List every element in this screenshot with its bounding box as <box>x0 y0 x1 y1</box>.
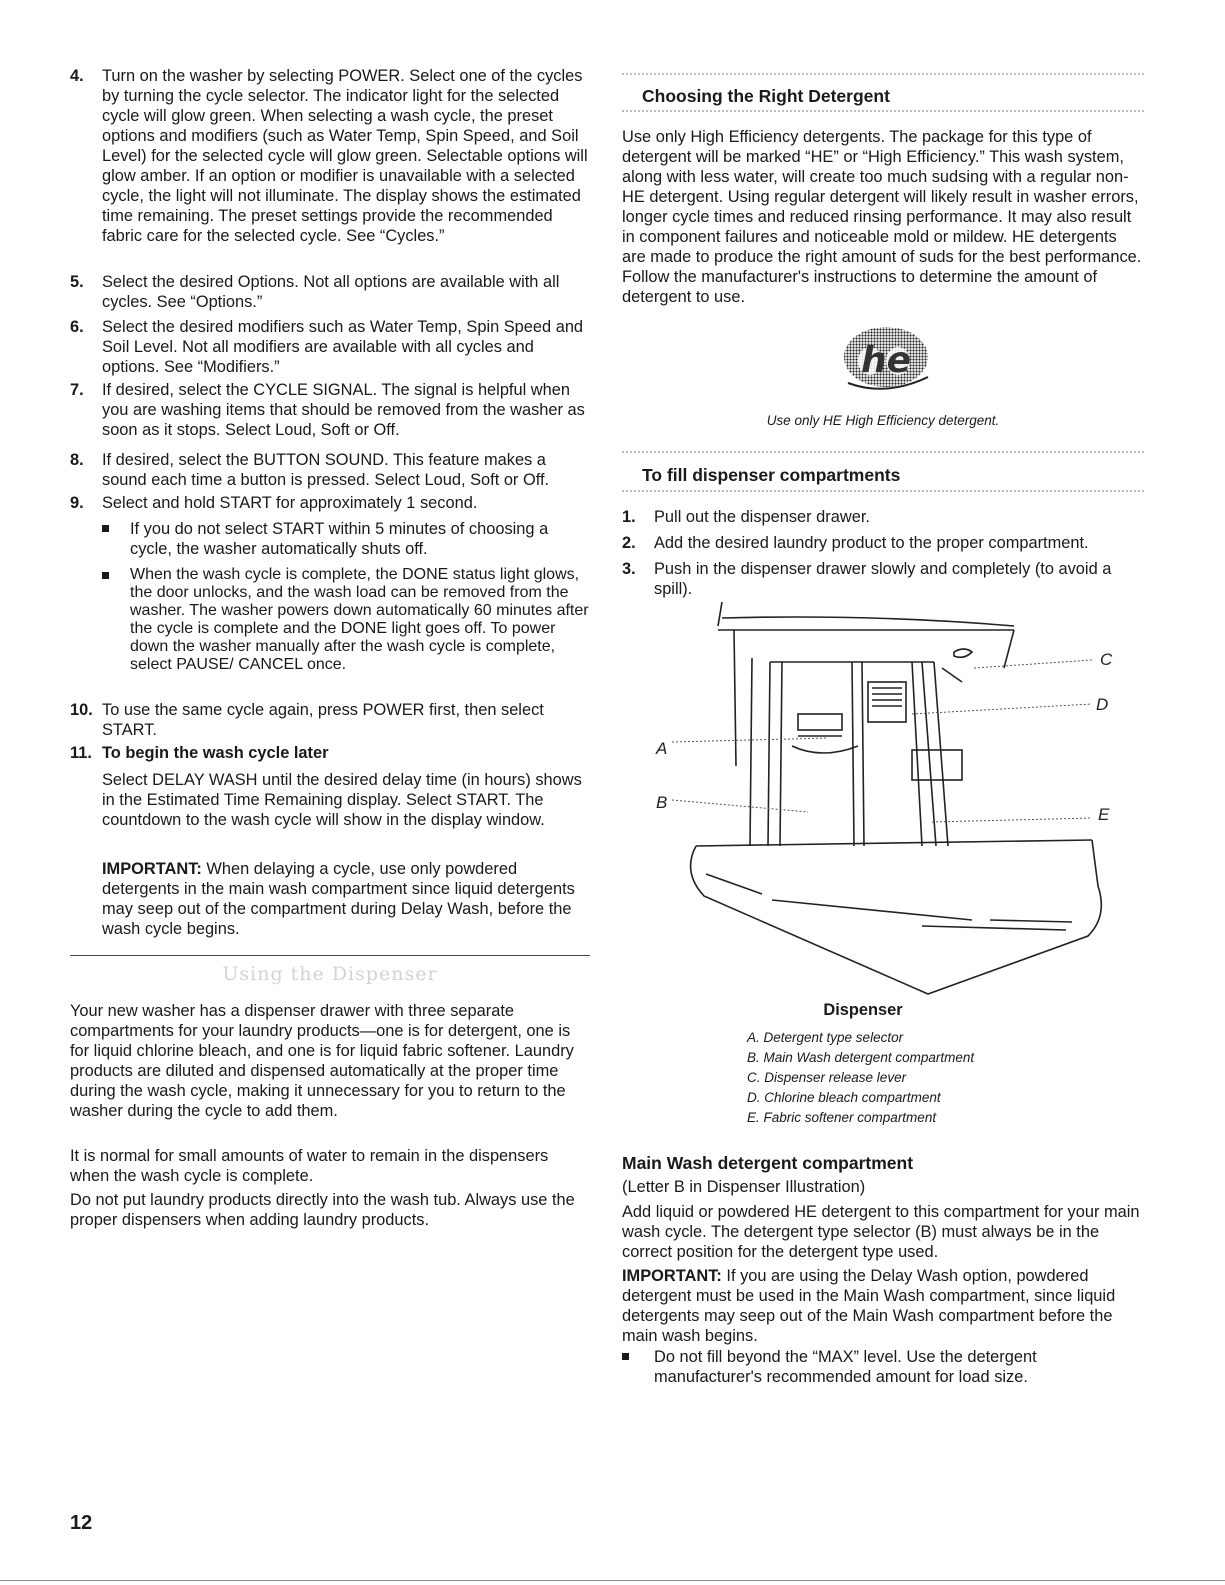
step-text: Select the desired modifiers such as Water Temp, Spin Speed and Soil Level. Not all modifiers are available with all cycles and options. See “Modifiers.” <box>102 318 584 376</box>
paragraph: Do not put laundry products directly into the wash tub. Always use the proper dispensers when adding laundry products. <box>70 1191 575 1229</box>
important-text: When delaying a cycle, use only powdered detergents in the main wash compartment since liquid detergents may seep out of the compartment during Delay Wash, before the wash cycle begins. <box>102 860 575 938</box>
step-number: 4. <box>70 67 84 85</box>
section-divider <box>70 955 590 956</box>
fill-heading: To fill dispenser compartments <box>642 465 901 485</box>
paragraph: Your new washer has a dispenser drawer with three separate compartments for your laundry products—one is for detergent, one is for liquid chlorine bleach, and one is for liquid fabric softener. Laundry products are diluted and dispensed automatically at the proper time during the wash cycle, making it unnecessary for you to return to the washer during the cycle to add them. <box>70 1002 574 1120</box>
svg-text:he: he <box>860 340 912 381</box>
bullet-text: Do not fill beyond the “MAX” level. Use the detergent manufacturer's recommended amount for load size. <box>654 1348 1037 1386</box>
step-text: Add the desired laundry product to the proper compartment. <box>654 534 1089 552</box>
dispenser-diagram <box>622 596 1144 1006</box>
legend-item: A. Detergent type selector <box>747 1030 904 1045</box>
main-wash-text: Add liquid or powdered HE detergent to this compartment for your main wash cycle. The detergent type selector (B) must always be in the correct position for the detergent type used. <box>622 1203 1140 1261</box>
bottom-rule <box>0 1580 1225 1581</box>
important-label: IMPORTANT: <box>102 860 202 878</box>
he-caption: Use only HE High Efficiency detergent. <box>766 413 1000 428</box>
label-a: A <box>656 739 668 758</box>
detergent-text: Use only High Efficiency detergents. The package for this type of detergent will be marked “HE” or “High Efficiency.” This wash system, along with less water, will create too much sudsing with a regular non-HE detergent. Using regular detergent will likely result in washer errors, longer cycle times and reduced rinsing performance. It may also result in component failures and noticeable mold or mildew. HE detergents are made to produce the right amount of suds for the best performance. Follow the manufacturer's instructions to determine the amount of detergent to use. <box>622 128 1142 306</box>
step-number: 7. <box>70 381 84 399</box>
label-e: E <box>1098 805 1110 824</box>
bullet-square <box>102 525 109 532</box>
step-number: 2. <box>622 534 636 552</box>
step-text: Select and hold START for approximately 1 second. <box>102 494 478 512</box>
legend-item: B. Main Wash detergent compartment <box>747 1050 975 1065</box>
step-number: 1. <box>622 508 636 526</box>
bullet-square <box>102 572 109 579</box>
diagram-title: Dispenser <box>823 1001 903 1019</box>
step-11-important <box>102 859 590 939</box>
dotted-rule <box>622 490 1144 492</box>
diagram-legend <box>747 1028 974 1128</box>
he-logo-icon <box>840 325 932 395</box>
main-wash-important <box>622 1266 1144 1346</box>
important-text: If you are using the Delay Wash option, powdered detergent must be used in the Main Wash compartment, since liquid detergents may seep out of the Main Wash compartment before the main wash begins. <box>622 1267 1116 1345</box>
important-label: IMPORTANT: <box>622 1267 722 1285</box>
step-number: 11. <box>70 744 92 762</box>
legend-item: E. Fabric softener compartment <box>747 1110 937 1125</box>
step-text: Pull out the dispenser drawer. <box>654 508 870 526</box>
step-number: 6. <box>70 318 84 336</box>
label-d: D <box>1096 695 1109 714</box>
section-title: Using the Dispenser <box>222 963 438 985</box>
dotted-rule <box>622 73 1144 75</box>
step-number: 5. <box>70 273 84 291</box>
step-text: To use the same cycle again, press POWER first, then select START. <box>102 701 544 739</box>
main-wash-subheading: (Letter B in Dispenser Illustration) <box>622 1178 866 1196</box>
main-wash-heading: Main Wash detergent compartment <box>622 1153 914 1173</box>
dotted-rule <box>622 451 1144 453</box>
label-c: C <box>1100 650 1113 669</box>
step-text: If desired, select the CYCLE SIGNAL. The signal is helpful when you are washing items that should be removed from the washer as soon as it stops. Select Loud, Soft or Off. <box>102 381 585 439</box>
step-number: 8. <box>70 451 84 469</box>
step-number: 3. <box>622 560 636 578</box>
bullet-text: If you do not select START within 5 minutes of choosing a cycle, the washer automatically shuts off. <box>130 520 549 558</box>
step-number: 10. <box>70 701 93 719</box>
page-number: 12 <box>70 1512 93 1534</box>
step-heading: To begin the wash cycle later <box>102 744 329 762</box>
step-text: Turn on the washer by selecting POWER. Select one of the cycles by turning the cycle selector. The indicator light for the selected cycle will glow green. When selecting a wash cycle, the preset options and modifiers (such as Water Temp, Spin Speed, and Soil Level) for the selected cycle will glow green. Selectable options will glow amber. If an option or modifier is unavailable with a selected cycle, the light will not illuminate. The display shows the estimated time remaining. The preset settings provide the recommended fabric care for the selected cycle. See “Cycles.” <box>102 67 588 245</box>
legend-item: C. Dispenser release lever <box>747 1070 907 1085</box>
detergent-heading: Choosing the Right Detergent <box>642 86 890 106</box>
step-text: If desired, select the BUTTON SOUND. This feature makes a sound each time a button is pressed. Select Loud, Soft or Off. <box>102 451 550 489</box>
step-text: Select the desired Options. Not all options are available with all cycles. See “Options.” <box>102 273 560 311</box>
step-number: 9. <box>70 494 84 512</box>
label-b: B <box>656 793 668 812</box>
bullet-square <box>622 1353 629 1360</box>
dotted-rule <box>622 110 1144 112</box>
step-text: Push in the dispenser drawer slowly and completely (to avoid a spill). <box>654 560 1112 598</box>
paragraph: It is normal for small amounts of water to remain in the dispensers when the wash cycle is complete. <box>70 1147 549 1185</box>
legend-item: D. Chlorine bleach compartment <box>747 1090 941 1105</box>
step-11-body: Select DELAY WASH until the desired delay time (in hours) shows in the Estimated Time Remaining display. Select START. The countdown to the wash cycle will show in the display window. <box>102 771 582 829</box>
bullet-text: When the wash cycle is complete, the DONE status light glows, the door unlocks, and the wash load can be removed from the washer. The washer powers down automatically 60 minutes after the cycle is complete and the DONE light goes off. To power down the washer manually after the wash cycle is complete, select PAUSE/ CANCEL once. <box>130 566 589 673</box>
